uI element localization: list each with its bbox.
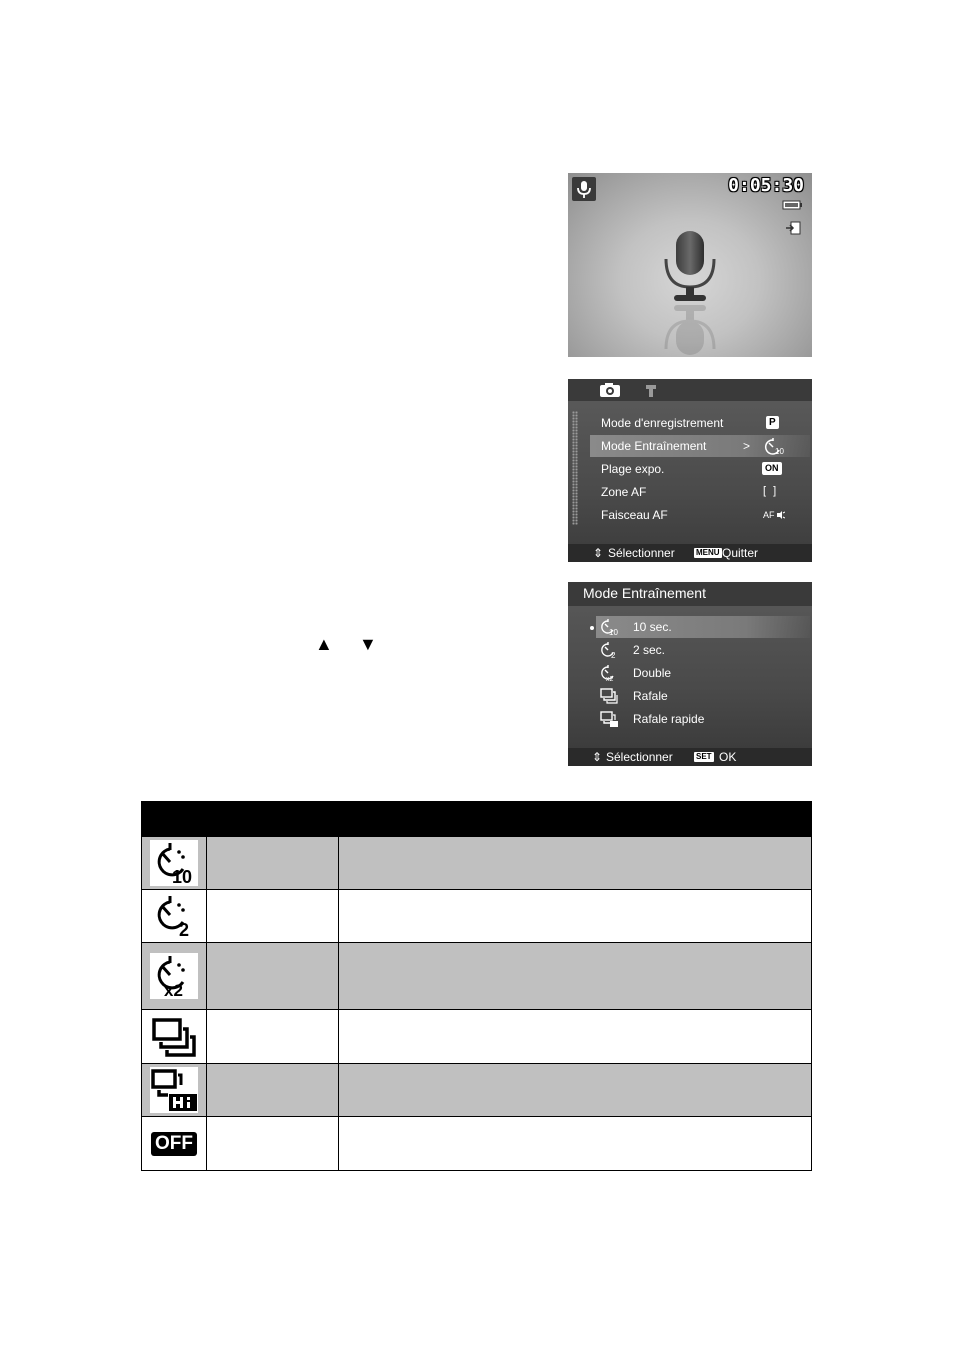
drive-option-label: Double [633, 666, 672, 680]
menu-item-label: Faisceau AF [601, 508, 668, 522]
ok-hint: OK [719, 750, 737, 764]
select-hint: Sélectionner [608, 546, 675, 560]
recording-timer: 0:05:30 [728, 175, 804, 196]
select-hint: Sélectionner [606, 750, 673, 764]
svg-text:10: 10 [172, 867, 193, 886]
table-icon-cell [142, 1064, 207, 1117]
burst-icon [150, 1015, 198, 1059]
table-name-cell [207, 1117, 339, 1171]
drive-option-label: 10 sec. [633, 620, 672, 634]
table-header-cell [339, 802, 812, 837]
memory-card-icon [785, 221, 801, 235]
recording-menu-screen [568, 379, 812, 562]
table-icon-cell [142, 1117, 207, 1171]
drive-mode-screen [568, 582, 812, 766]
drive-option-label: Rafale [633, 689, 668, 703]
up-down-arrows-icon: ⇕ [593, 546, 604, 560]
svg-text:2: 2 [611, 651, 616, 659]
table-header-cell [207, 802, 339, 837]
table-row [142, 890, 812, 943]
menu-tab-bar [568, 379, 812, 401]
on-value: ON [762, 462, 782, 475]
menu-item-record-mode[interactable] [590, 412, 810, 434]
self-timer-double-icon [150, 953, 198, 999]
scroll-indicator[interactable] [572, 411, 578, 525]
menu-item-drive-mode[interactable] [590, 435, 810, 457]
drive-footer [568, 748, 812, 766]
table-description-cell [339, 1064, 812, 1117]
table-name-cell [207, 943, 339, 1010]
up-arrow-icon: ▲ [315, 634, 333, 654]
drive-option-2-sec[interactable] [596, 639, 810, 661]
table-header-row [142, 802, 812, 837]
self-timer-2-icon [150, 893, 198, 939]
table-row [142, 837, 812, 890]
self-timer-10-icon [764, 437, 784, 455]
menu-item-label: Mode Entraînement [601, 439, 707, 453]
table-name-cell [207, 890, 339, 943]
fast-burst-icon [600, 710, 618, 728]
drive-option-10-sec[interactable] [596, 616, 810, 638]
menu-item-af-zone[interactable] [590, 481, 810, 503]
table-row [142, 1117, 812, 1171]
af-beam-value: AF [763, 510, 775, 520]
off-icon: OFF [151, 1132, 197, 1156]
svg-text:10: 10 [775, 447, 784, 455]
voice-record-screen [568, 173, 812, 357]
table-description-cell [339, 943, 812, 1010]
self-timer-10-icon [600, 618, 618, 636]
table-description-cell [339, 837, 812, 890]
table-icon-cell [142, 1010, 207, 1064]
drive-option-label: 2 sec. [633, 643, 666, 657]
svg-text:2: 2 [179, 920, 190, 939]
burst-icon [600, 687, 618, 705]
self-timer-10-icon [150, 840, 198, 886]
set-key-badge: SET [696, 752, 712, 761]
menu-item-af-beam[interactable] [590, 504, 810, 526]
chevron-right-icon: > [743, 439, 751, 453]
microphone-icon [662, 229, 718, 357]
svg-text:x2: x2 [606, 676, 614, 682]
svg-text:10: 10 [609, 628, 618, 636]
selected-bullet [590, 626, 594, 630]
menu-footer [568, 544, 812, 562]
menu-item-exposure-range[interactable] [590, 458, 810, 480]
table-row [142, 943, 812, 1010]
down-arrow-icon: ▼ [359, 634, 377, 654]
table-name-cell [207, 1010, 339, 1064]
table-name-cell [207, 1064, 339, 1117]
menu-item-label: Zone AF [601, 485, 647, 499]
menu-item-label: Plage expo. [601, 462, 665, 476]
menu-key-badge: MENU [696, 548, 720, 557]
self-timer-double-icon [600, 664, 618, 682]
table-name-cell [207, 837, 339, 890]
battery-icon [782, 200, 802, 210]
drive-mode-title-bar [568, 582, 812, 606]
table-description-cell [339, 890, 812, 943]
camera-tab-icon[interactable] [599, 382, 621, 398]
table-icon-cell [142, 890, 207, 943]
setup-tab-icon[interactable] [645, 384, 657, 398]
menu-item-label: Mode d'enregistrement [601, 416, 724, 430]
microphone-mode-icon [572, 177, 596, 201]
af-zone-value: [ ] [763, 485, 779, 497]
fast-burst-hi-icon [150, 1067, 198, 1113]
table-icon-cell [142, 943, 207, 1010]
quit-hint: Quitter [722, 546, 759, 560]
table-icon-cell [142, 837, 207, 890]
drive-option-fast-burst[interactable] [596, 708, 810, 730]
table-description-cell [339, 1117, 812, 1171]
self-timer-2-icon [600, 641, 618, 659]
drive-mode-table [141, 801, 812, 1171]
drive-option-burst[interactable] [596, 685, 810, 707]
table-header-cell [142, 802, 207, 837]
table-row [142, 1010, 812, 1064]
drive-option-label: Rafale rapide [633, 712, 705, 726]
program-mode-value: P [766, 416, 779, 429]
page-title: Mode Entraînement [583, 585, 706, 601]
af-assist-lamp-icon [776, 510, 785, 520]
table-row [142, 1064, 812, 1117]
table-description-cell [339, 1010, 812, 1064]
svg-text:x2: x2 [164, 981, 183, 999]
drive-option-double[interactable] [596, 662, 810, 684]
up-down-arrows-icon: ⇕ [592, 750, 603, 764]
